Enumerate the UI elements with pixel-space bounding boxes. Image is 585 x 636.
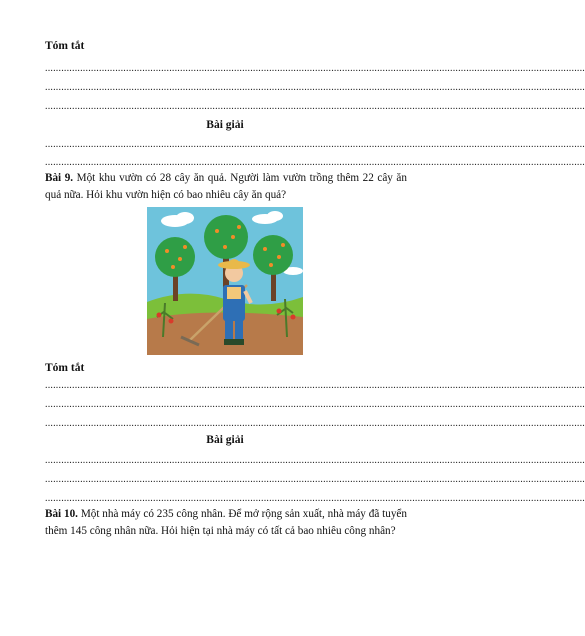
summary-heading-2: Tóm tắt: [45, 362, 85, 374]
answer-line: ........................................................................................................................................................................................................: [45, 101, 585, 112]
answer-line: ........................................................................................................................................................................................................: [45, 418, 585, 429]
answer-line: ........................................................................................................................................................................................................: [45, 455, 585, 466]
answer-line: ........................................................................................................................................................................................................: [45, 474, 585, 485]
problem-10-text: Một nhà máy có 235 công nhân. Để mở rộng sản xuất, nhà máy đã tuyển thêm 145 công nhân nữa. Hỏi hiện tại nhà máy có tất cả bao nhiêu công nhân?: [45, 508, 407, 537]
gardener-illustration: [147, 207, 303, 355]
answer-line: ........................................................................................................................................................................................................: [45, 493, 585, 504]
summary-heading-1: Tóm tắt: [45, 40, 85, 52]
answer-line: ........................................................................................................................................................................................................: [45, 157, 585, 168]
answer-line: ........................................................................................................................................................................................................: [45, 380, 585, 391]
answer-line: ........................................................................................................................................................................................................: [45, 63, 585, 74]
answer-line: ........................................................................................................................................................................................................: [45, 139, 585, 150]
problem-10: [45, 506, 407, 540]
problem-9-label: Bài 9.: [45, 172, 74, 184]
answer-line: ........................................................................................................................................................................................................: [45, 399, 585, 410]
solution-heading-1: Bài giải: [206, 119, 244, 131]
answer-line: ........................................................................................................................................................................................................: [45, 82, 585, 93]
problem-9-text: Một khu vườn có 28 cây ăn quả. Người làm vườn trồng thêm 22 cây ăn quả nữa. Hỏi khu vườn hiện có bao nhiêu cây ăn quả?: [45, 172, 407, 201]
problem-9: [45, 170, 407, 204]
problem-10-label: Bài 10.: [45, 508, 78, 520]
solution-heading-2: Bài giải: [206, 434, 244, 446]
